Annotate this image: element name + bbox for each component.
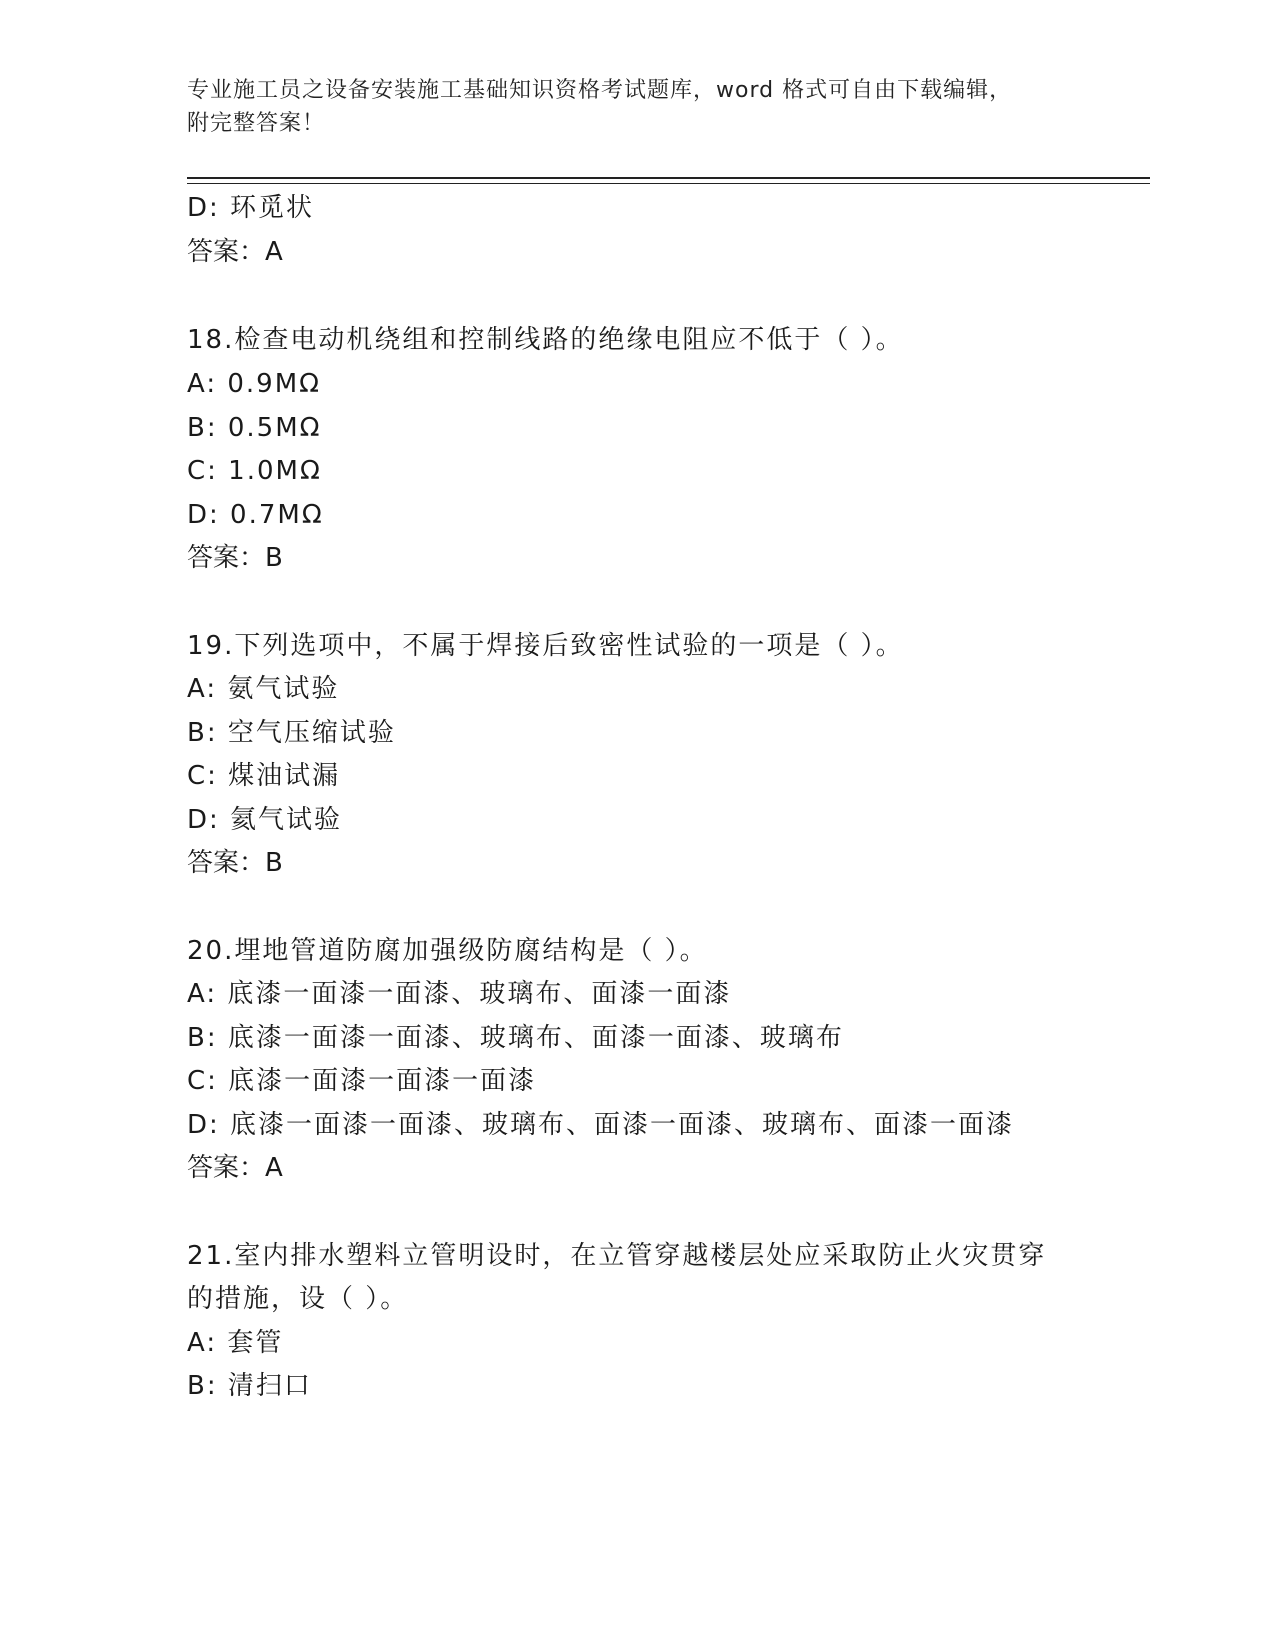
q17-answer: 答案：A <box>187 237 283 267</box>
header-divider-thick <box>187 177 1150 179</box>
header-title-line-2: 附完整答案！ <box>187 111 326 136</box>
q18-question: 18.检查电动机绕组和控制线路的绝缘电阻应不低于（ ）。 <box>187 325 904 355</box>
q19-option-c: C: 煤油试漏 <box>187 761 341 791</box>
q19-option-b: B: 空气压缩试验 <box>187 718 396 748</box>
q21-question-line-2: 的措施，设（ ）。 <box>187 1284 409 1314</box>
q20-option-a: A: 底漆一面漆一面漆、玻璃布、面漆一面漆 <box>187 979 732 1009</box>
q20-option-b: B: 底漆一面漆一面漆、玻璃布、面漆一面漆、玻璃布 <box>187 1023 844 1053</box>
q21-option-a: A: 套管 <box>187 1328 284 1358</box>
q19-answer: 答案：B <box>187 848 283 878</box>
q20-option-d: D: 底漆一面漆一面漆、玻璃布、面漆一面漆、玻璃布、面漆一面漆 <box>187 1110 1015 1140</box>
q19-option-d: D: 氦气试验 <box>187 805 343 835</box>
q18-option-d: D: 0.7MΩ <box>187 500 324 530</box>
q19-option-a: A: 氨气试验 <box>187 674 340 704</box>
header-divider-thin <box>187 183 1150 184</box>
q18-option-a: A: 0.9MΩ <box>187 369 322 399</box>
q20-question: 20.埋地管道防腐加强级防腐结构是（ ）。 <box>187 936 708 966</box>
q18-option-c: C: 1.0MΩ <box>187 456 322 486</box>
q20-answer: 答案：A <box>187 1153 283 1183</box>
q17-option-d: D: 环觅状 <box>187 193 315 223</box>
q18-answer: 答案：B <box>187 543 283 573</box>
header-title-line-1: 专业施工员之设备安装施工基础知识资格考试题库，word 格式可自由下载编辑， <box>187 78 1013 103</box>
q21-option-b: B: 清扫口 <box>187 1371 312 1401</box>
document-header <box>187 74 1067 140</box>
q18-option-b: B: 0.5MΩ <box>187 413 322 443</box>
q20-option-c: C: 底漆一面漆一面漆一面漆 <box>187 1066 537 1096</box>
q21-question-line-1: 21.室内排水塑料立管明设时，在立管穿越楼层处应采取防止火灾贯穿 <box>187 1241 1047 1271</box>
q19-question: 19.下列选项中，不属于焊接后致密性试验的一项是（ ）。 <box>187 631 904 661</box>
